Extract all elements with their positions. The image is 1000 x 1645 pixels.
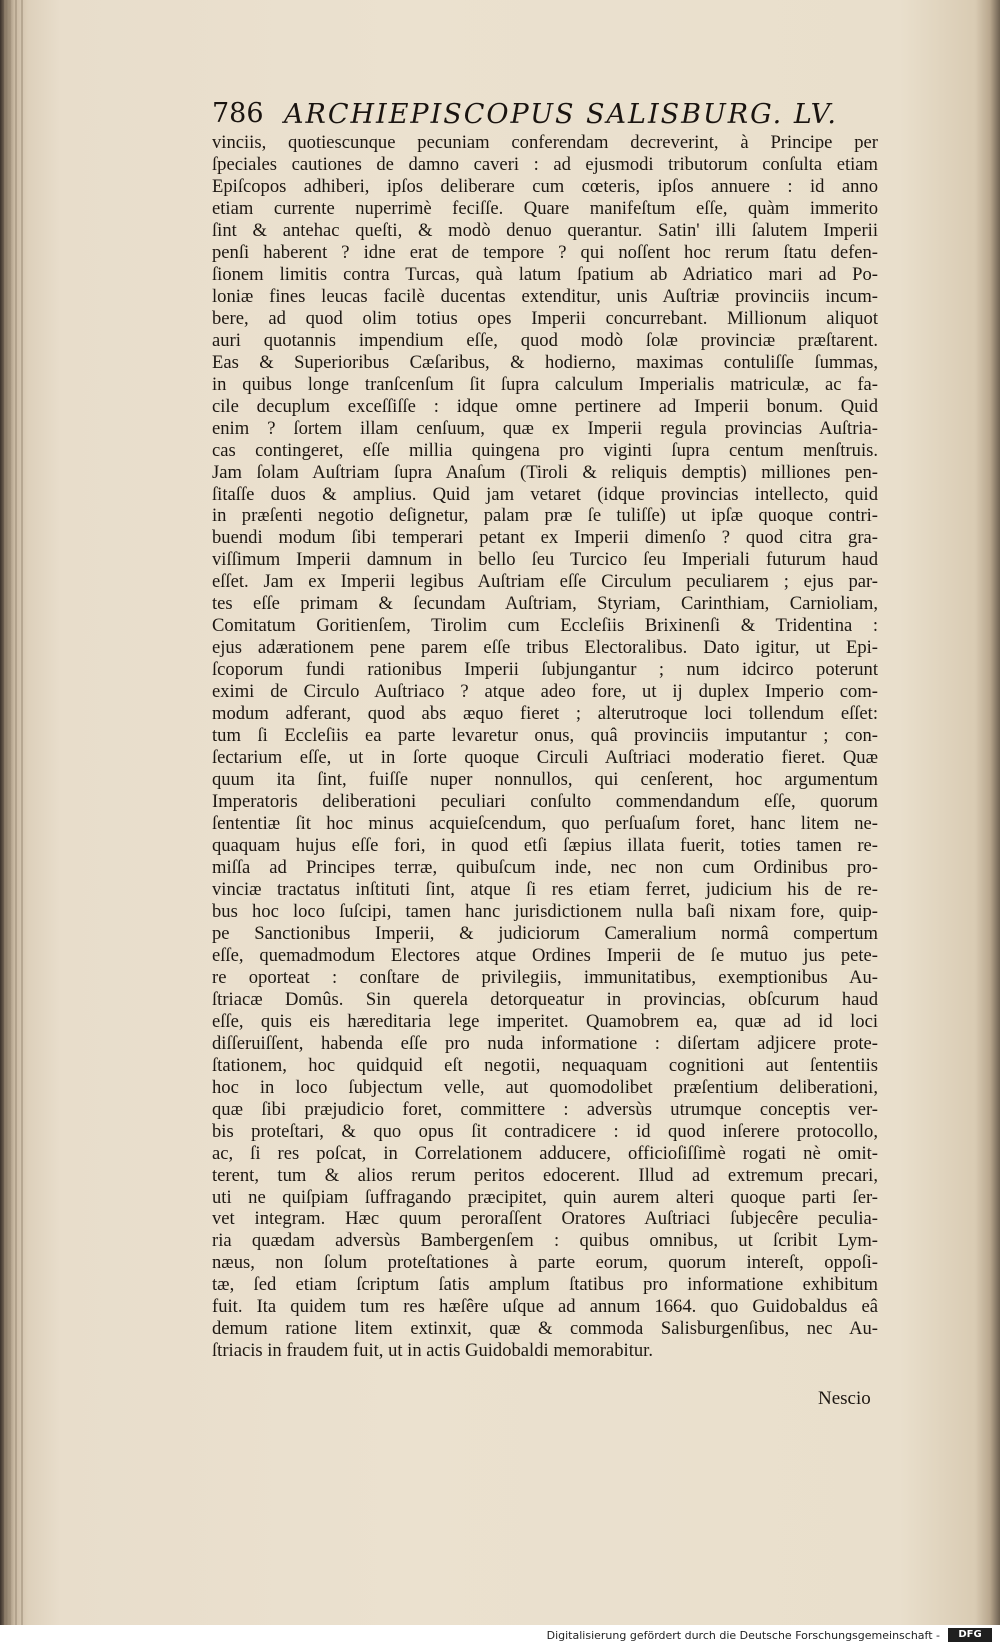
body-text [212, 132, 878, 1362]
text-line: næus, non ſolum proteſtationes à parte eorum, quorum intereſt, oppoſi- [212, 1252, 878, 1274]
text-line: hoc in loco ſubjectum velle, aut quomodolibet præſentium deliberationi, [212, 1076, 878, 1098]
text-line: enim ? ſortem illam cenſuum, quæ ex Imperii regula provincias Auſtria- [212, 417, 878, 439]
text-line: ſpeciales cautiones de damno caveri : ad ejusmodi tributorum conſulta etiam [212, 153, 878, 175]
book-edge [4, 0, 6, 1645]
text-line: in præſenti negotio deſignetur, palam præ ſe tuliſſe) ut ipſæ quoque contri- [212, 505, 878, 527]
text-line: ria quædam adversùs Bambergenſem : quibus omnibus, ut ſcribit Lym- [212, 1230, 878, 1252]
footer-bar [0, 1625, 1000, 1645]
text-line: ejus adærationem pene parem eſſe tribus Electoralibus. Dato igitur, ut Epi- [212, 637, 878, 659]
text-line: miſſa ad Principes terræ, quibuſcum inde, nec non cum Ordinibus pro- [212, 856, 878, 878]
text-line: tæ, ſed etiam ſcriptum ſatis amplum ſtatibus pro informatione exhibitum [212, 1274, 878, 1296]
text-line: re oporteat : conſtare de privilegiis, immunitatibus, exemptionibus Au- [212, 966, 878, 988]
text-line: ſtationem, hoc quidquid eſt negotii, nequaquam cognitioni aut ſententiis [212, 1054, 878, 1076]
text-line: ſectarium eſſe, ut in ſorte quoque Circuli Auſtriaci moderatio fieret. Quæ [212, 747, 878, 769]
text-line: loniæ fines leucas facilè ducentas extenditur, unis Auſtriæ provinciis incum- [212, 285, 878, 307]
book-edge [21, 0, 23, 1645]
text-line: vet integram. Hæc quum peroraſſent Oratores Auſtriaci ſubjecêre peculia- [212, 1208, 878, 1230]
text-line: tum ſi Eccleſiis ea parte levaretur onus, quâ provinciis imputantur ; con- [212, 725, 878, 747]
text-line: bere, ad quod olim totius opes Imperii concurrebant. Millionum aliquot [212, 307, 878, 329]
text-line: ſtriacis in fraudem fuit, ut in actis Guidobaldi memorabitur. [212, 1340, 653, 1362]
text-line: ſcoporum fundi rationibus Imperii ſubjungantur ; num idcirco poterunt [212, 659, 878, 681]
text-line: viſſimum Imperii damnum in bello ſeu Turcico ſeu Imperiali futurum haud [212, 549, 878, 571]
dfg-logo: DFG [948, 1628, 992, 1642]
text-line: etiam currente nuperrimè feciſſe. Quare manifeſtum eſſe, quàm immerito [212, 197, 878, 219]
text-line: ſint & antehac queſti, & modò denuo querantur. Satin' illi ſalutem Imperii [212, 219, 878, 241]
text-line: vinciæ tractatus inſtituti ſint, atque ſi res etiam ferret, judicium his de re- [212, 878, 878, 900]
text-line: ſtriacæ Domûs. Sin querela detorqueatur in provincias, obſcurum haud [212, 988, 878, 1010]
text-line: bis proteſtari, & quo opus ſit contradicere : id quod inſerere protocollo, [212, 1120, 878, 1142]
text-line: terent, tum & alios rerum peritos edocerent. Illud ad extremum precari, [212, 1164, 878, 1186]
text-line: quæ ſibi præjudicio foret, committere : adversùs utrumque conceptis ver- [212, 1098, 878, 1120]
text-line: quum ita ſint, fuiſſe nuper nonnullos, qui cenſerent, hoc argumentum [212, 769, 878, 791]
page-number: 786 [212, 98, 264, 129]
text-line: cile decuplum exceſſiſſe : idque omne pertinere ad Imperii bonum. Quid [212, 395, 878, 417]
catchword: Nescio [818, 1388, 871, 1409]
text-line: tes eſſe primam & ſecundam Auſtriam, Styriam, Carinthiam, Carnioliam, [212, 593, 878, 615]
book-edge [9, 0, 11, 1645]
text-line: fuit. Ita quidem tum res hæſêre uſque ad annum 1664. quo Guidobaldus eâ [212, 1296, 878, 1318]
text-line: Comitatum Goritienſem, Tirolim cum Eccleſiis Brixinenſi & Tridentina : [212, 615, 878, 637]
text-line: cas contingeret, eſſe millia quingena pro viginti ſupra centum menſtruis. [212, 439, 878, 461]
text-line: in quibus longe tranſcenſum ſit ſupra calculum Imperialis matriculæ, ac fa- [212, 373, 878, 395]
text-line: bus hoc loco ſuſcipi, tamen hanc jurisdictionem nulla baſi nixam fore, quip- [212, 900, 878, 922]
text-line: ac, ſi res poſcat, in Correlationem adducere, officioſiſſimè rogati nè omit- [212, 1142, 878, 1164]
text-line: Eas & Superioribus Cæſaribus, & hodierno, maximas contuliſſe ſummas, [212, 351, 878, 373]
text-line: eſſe, quemadmodum Electores atque Ordines Imperii de ſe mutuo jus pete- [212, 944, 878, 966]
text-line: quaquam hujus eſſe fori, in quod etſi ſæpius illata fuerit, toties tamen re- [212, 835, 878, 856]
text-line: diſſeruiſſent, habenda eſſe pro nuda informatione : diſertam adjicere prote- [212, 1032, 878, 1054]
text-line: auri quotannis impendium eſſe, quod modò ſolæ provinciæ præſtarent. [212, 329, 878, 351]
text-line: pe Sanctionibus Imperii, & judiciorum Cameralium normâ compertum [212, 922, 878, 944]
text-line: ſionem limitis contra Turcas, quà latum ſpatium ab Adriatico mari ad Po- [212, 263, 878, 285]
running-title: ARCHIEPISCOPUS SALISBURG. LV. [284, 99, 838, 130]
text-line: ſententiæ ſit hoc minus acquieſcendum, quo perſuaſum foret, hanc litem ne- [212, 813, 878, 835]
text-line: Jam ſolam Auſtriam ſupra Anaſum (Tiroli & reliquis demptis) milliones pen- [212, 461, 878, 483]
book-edge [15, 0, 17, 1645]
text-line: vinciis, quotiescunque pecuniam conferendam decreverint, à Principe per [212, 132, 878, 153]
text-line: penſi haberent ? idne erat de tempore ? qui noſſent hoc rerum ſtatu defen- [212, 241, 878, 263]
text-line: buendi modum ſibi temperari petant ex Imperii dimenſo ? quod citra gra- [212, 527, 878, 549]
text-line: Imperatoris deliberationi peculiari conſulto commendandum eſſe, quorum [212, 791, 878, 813]
text-line: eſſe, quis eis hæreditaria lege imperitet. Quamobrem ea, quæ ad id loci [212, 1010, 878, 1032]
text-line: uti ne quiſpiam ſuffragando præcipitet, quin aurem alteri quoque parti ſer- [212, 1186, 878, 1208]
text-line: ſitaſſe duos & amplius. Quid jam vetaret (idque provincias intellecto, quid [212, 483, 878, 505]
text-line: eſſet. Jam ex Imperii legibus Auſtriam eſſe Circulum peculiarem ; ejus par- [212, 571, 878, 593]
text-line: modum adferant, quod abs æquo fieret ; alterutroque loci tollendum eſſet: [212, 703, 878, 725]
footer-credit: Digitalisierung gefördert durch die Deutsche Forschungsgemeinschaft - [546, 1629, 940, 1642]
text-line: eximi de Circulo Auſtriaco ? atque adeo fore, ut ij duplex Imperio com- [212, 681, 878, 703]
text-line: Epiſcopos adhiberi, ipſos deliberare cum cœteris, ipſos annuere : id anno [212, 175, 878, 197]
text-line: demum ratione litem extinxit, quæ & commoda Salisburgenſibus, nec Au- [212, 1318, 878, 1340]
